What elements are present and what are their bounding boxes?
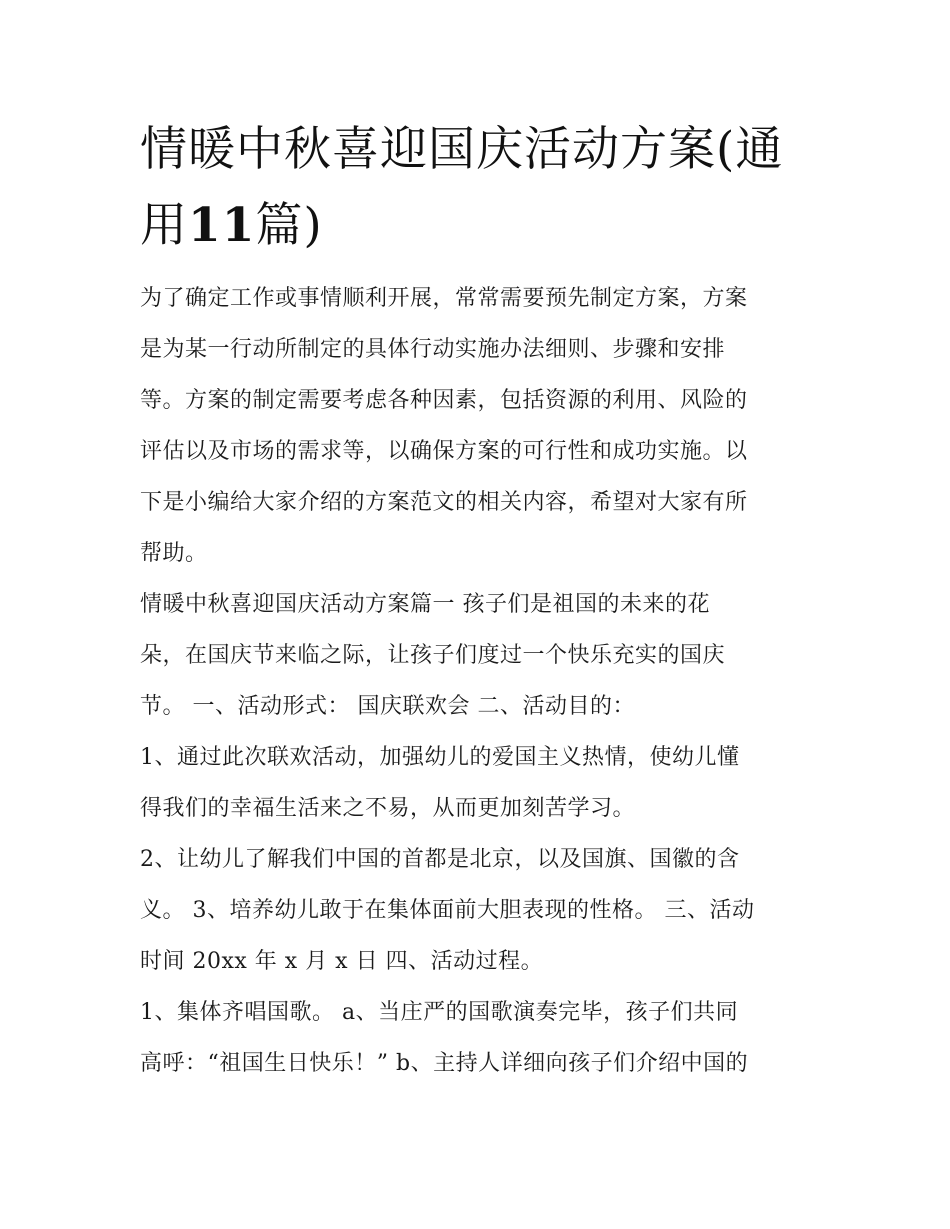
title-line-2-number: 11 (188, 198, 256, 253)
body-line-4: 评估以及市场的需求等，以确保方案的可行性和成功实施。以 (140, 439, 748, 464)
body-line-16: 高呼：“祖国生日快乐！” b、主持人详细向孩子们介绍中国的 (140, 1051, 749, 1076)
body-line-8: 朵，在国庆节来临之际，让孩子们度过一个快乐充实的国庆 (140, 643, 726, 668)
body-line-1: 为了确定工作或事情顺利开展，常常需要预先制定方案，方案 (140, 286, 748, 311)
body-line-5: 下是小编给大家介绍的方案范文的相关内容，希望对大家有所 (140, 490, 748, 515)
document-body (140, 273, 830, 1089)
body-line-6: 帮助。 (140, 541, 208, 566)
document-title (140, 112, 830, 264)
body-line-13: 义。 3、培养幼儿敢于在集体面前大胆表现的性格。 三、活动 (140, 898, 755, 923)
title-line-2 (140, 188, 830, 264)
body-line-11: 得我们的幸福生活来之不易，从而更加刻苦学习。 (140, 796, 636, 821)
body-line-12: 2、让幼儿了解我们中国的首都是北京，以及国旗、国徽的含 (140, 847, 740, 872)
body-line-14: 时间 20xx 年 x 月 x 日 四、活动过程。 (140, 949, 544, 974)
body-line-7: 情暖中秋喜迎国庆活动方案篇一 孩子们是祖国的未来的花 (140, 592, 710, 617)
title-line-1: 情暖中秋喜迎国庆活动方案(通 (140, 122, 784, 177)
body-line-10: 1、通过此次联欢活动，加强幼儿的爱国主义热情，使幼儿懂 (140, 745, 740, 770)
body-line-2: 是为某一行动所制定的具体行动实施办法细则、步骤和安排 (140, 337, 726, 362)
body-line-9: 节。 一、活动形式： 国庆联欢会 二、活动目的： (140, 694, 635, 719)
title-line-2-part-c: 篇) (255, 198, 323, 253)
title-line-2-part-a: 用 (140, 198, 188, 253)
body-line-3: 等。方案的制定需要考虑各种因素，包括资源的利用、风险的 (140, 388, 748, 413)
body-line-15: 1、集体齐唱国歌。 a、当庄严的国歌演奏完毕，孩子们共同 (140, 1000, 739, 1025)
